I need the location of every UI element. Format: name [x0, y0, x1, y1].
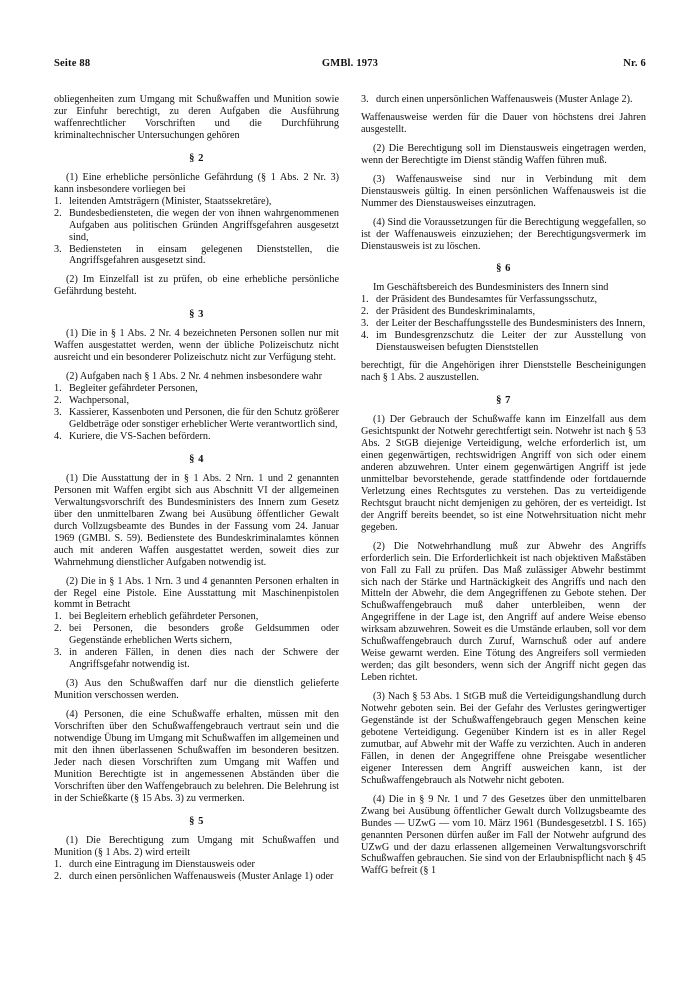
section-4-para-3: (3) Aus den Schußwaffen darf nur die dienstlich gelieferte Munition verschossen werden.: [54, 678, 339, 702]
running-head: [54, 58, 646, 72]
right-column: [361, 94, 646, 883]
section-6-intro: Im Geschäftsbereich des Bundesministers des Innern sind: [373, 282, 609, 294]
list-item: [361, 294, 646, 306]
running-head-left: Seite 88: [54, 58, 91, 69]
list-item-number: 3.: [54, 647, 62, 659]
list-item: [54, 871, 339, 883]
section-6-closing: berechtigt, für die Angehörigen ihrer Dienststelle Bescheinigungen nach § 1 Abs. 2 auszustellen.: [361, 360, 646, 384]
section-5-para-3: (3) Waffenausweise sind nur in Verbindung mit dem Dienstausweis gültig. In einen persönlichen Waffenausweis ist die Nummer des Dienstausweises einzutragen.: [361, 173, 646, 209]
section-5-list: [54, 859, 339, 883]
list-item-text: durch einen unpersönlichen Waffenausweis (Muster Anlage 2).: [376, 94, 633, 105]
list-item: [361, 306, 646, 318]
list-item-number: 3.: [54, 407, 62, 419]
section-3-list: [54, 383, 339, 443]
list-item-number: 2.: [361, 306, 369, 318]
section-2-para-1: (1) Eine erhebliche persönliche Gefährdung (§ 1 Abs. 2 Nr. 3) kann insbesondere vorliegen bei: [54, 171, 339, 195]
section-heading-7: § 7: [496, 395, 511, 407]
section-7-para-1: (1) Der Gebrauch der Schußwaffe kann im Einzelfall aus dem Gesichtspunkt der Notwehr gerechtfertigt sein. Notwehr ist nach § 53 Abs. 2 StGB diejenige Verteidigung, welche erforderlich ist, um einen gegenwärtigen, rechtswidrigen Angriff von sich oder einem anderen abzuwehren. Unter einem gegenwärtigen Angriff ist jede unmittelbar bevorstehende, gerade stattfindende oder fortdauernde Verletzung eines Rechtsgutes zu verstehen. Das zu verteidigende Rechtsgut braucht nicht demjenigen zu gehören, der es verteidigt. Ist der Angriff bereits beendet, so ist eine Notwehrsituation nicht mehr gegeben.: [361, 414, 646, 533]
section-heading-4: § 4: [189, 453, 204, 465]
list-item-text: der Präsident des Bundeskriminalamts,: [376, 306, 536, 318]
list-item-text: durch eine Eintragung im Dienstausweis oder: [69, 858, 255, 870]
left-column: [54, 94, 339, 883]
section-5-para-1: (1) Die Berechtigung zum Umgang mit Schußwaffen und Munition (§ 1 Abs. 2) wird erteilt: [54, 834, 339, 858]
list-item-text: im Bundesgrenzschutz die Leiter der zur Ausstellung von Dienstausweisen befugten Dienststellen: [376, 330, 646, 354]
running-head-center: GMBl. 1973: [321, 58, 379, 69]
section-5-para-2: (2) Die Berechtigung soll im Dienstausweis eingetragen werden, wenn der Berechtigte im Dienst ständig Waffen führen muß.: [361, 142, 646, 166]
list-item-number: 4.: [361, 330, 369, 342]
list-item-text: durch einen persönlichen Waffenausweis (Muster Anlage 1) oder: [69, 870, 334, 882]
list-item: [54, 208, 339, 244]
list-item-number: 2.: [54, 870, 62, 882]
list-item-text: der Präsident des Bundesamtes für Verfassungsschutz,: [376, 294, 598, 306]
list-item-number: 2.: [54, 623, 62, 635]
list-item-number: 3.: [361, 318, 369, 330]
section-4-para-4: (4) Personen, die eine Schußwaffe erhalten, müssen mit den Vorschriften über den Schußwaffengebrauch vertraut sein und die notwendige Übung im Umgang mit Schußwaffen im allgemeinen und mit den ihnen überlassenen Schußwaffen im besonderen besitzen. Jeder nach diesen Vorschriften zum Umgang mit Waffen und Munition Berechtigte ist in angemessenen Abständen über die Vorschriften über den Waffengebrauch zu belehren. Die Belehrung ist in der Schießkarte (§ 15 Abs. 3) zu vermerken.: [54, 709, 339, 804]
list-item-text: Kassierer, Kassenboten und Personen, die für den Schutz größerer Geldbeträge oder sonstiger erheblicher Werte verantwortlich sind,: [69, 407, 339, 431]
list-item-number: 1.: [54, 383, 62, 395]
section-5-continued-list: [361, 94, 646, 106]
list-item-number: 1.: [361, 294, 369, 306]
list-item: [54, 407, 339, 431]
running-head-right: Nr. 6: [623, 58, 646, 69]
section-heading-6: § 6: [496, 263, 511, 275]
section-4-list: [54, 611, 339, 671]
section-3-para-1: (1) Die in § 1 Abs. 2 Nr. 4 bezeichneten Personen sollen nur mit Waffen ausgestattet werden, wenn der übliche Polizeischutz nicht ausreicht und ein besonderer Polizeischutz nicht zur Verfügung steht.: [54, 328, 339, 364]
list-item-text: Bundesbediensteten, die wegen der von ihnen wahrgenommenen Aufgaben aus politischen Gründen Angriffsgefahren ausgesetzt sind,: [69, 207, 339, 243]
list-item: [54, 859, 339, 871]
list-item-number: 2.: [54, 395, 62, 407]
list-item-number: 3.: [54, 243, 62, 255]
list-item: [54, 611, 339, 623]
section-5-para-4: (4) Sind die Voraussetzungen für die Berechtigung weggefallen, so ist der Waffenausweis einzuziehen; der Berechtigungsvermerk im Dienstausweis ist zu löschen.: [361, 216, 646, 252]
list-item-number: 1.: [54, 858, 62, 870]
list-item-text: der Leiter der Beschaffungsstelle des Bundesministers des Innern,: [376, 318, 646, 330]
list-item-text: in anderen Fällen, in denen dies nach der Schwere der Angriffsgefahr notwendig ist.: [69, 647, 339, 671]
list-item: [54, 647, 339, 671]
list-item-text: leitenden Amtsträgern (Minister, Staatssekretäre),: [69, 195, 272, 207]
section-7-para-4: (4) Die in § 9 Nr. 1 und 7 des Gesetzes über den unmittelbaren Zwang bei Ausübung öffentlicher Gewalt durch Vollzugsbeamte des Bundes — UZwG — vom 10. März 1961 (Bundesgesetzbl. I S. 165) genannten Personen dürfen außer im Fall der Notwehr aufgrund des UZwG und der dazu erlassenen allgemeinen Verwaltungsvorschrift Schußwaffen gebrauchen. Sie sind von der Erlaubnispflicht nach § 45 WaffG befreit (§ 1: [361, 793, 646, 877]
section-heading-3: § 3: [189, 309, 204, 321]
section-6-list: [361, 294, 646, 354]
two-column-body: [54, 94, 646, 883]
section-5-after-list: Waffenausweise werden für die Dauer von höchstens drei Jahren ausgestellt.: [361, 111, 646, 135]
list-item-text: Bediensteten in einsam gelegenen Dienststellen, die Angriffsgefahren ausgesetzt sind.: [69, 243, 339, 267]
list-item-text: bei Begleitern erheblich gefährdeter Personen,: [69, 611, 259, 623]
list-item: [54, 395, 339, 407]
list-item-text: Wachpersonal,: [69, 395, 129, 407]
section-heading-2: § 2: [189, 152, 204, 164]
section-3-para-2: (2) Aufgaben nach § 1 Abs. 2 Nr. 4 nehmen insbesondere wahr: [66, 371, 323, 383]
section-4-para-1: (1) Die Ausstattung der in § 1 Abs. 2 Nrn. 1 und 2 genannten Personen mit Waffen ergibt sich aus Abschnitt VI der allgemeinen Verwaltungsvorschrift des Bundesministers des Innern zum Gesetz über den unmittelbaren Zwang bei Ausübung öffentlicher Gewalt durch Vollzugsbeamte des Bundes in der Fassung vom 24. Januar 1969 (GMBl. S. 59). Bedienstete des Bundeskriminalamtes können auch mit anderen Waffen ausgestattet werden, soweit dies zur Wahrnehmung dienstlicher Aufgaben notwendig ist.: [54, 472, 339, 568]
section-2-para-2: (2) Im Einzelfall ist zu prüfen, ob eine erhebliche persönliche Gefährdung besteht.: [54, 274, 339, 298]
list-item-number: 1.: [54, 195, 62, 207]
list-item: [54, 623, 339, 647]
list-item: [54, 244, 339, 268]
list-item-text: Kuriere, die VS-Sachen befördern.: [69, 430, 211, 442]
section-heading-5: § 5: [189, 815, 204, 827]
list-item-number: 1.: [54, 611, 62, 623]
list-item-number: 4.: [54, 430, 62, 442]
list-item-number: 3.: [361, 94, 369, 105]
list-item-number: 2.: [54, 207, 62, 219]
list-item-text: Begleiter gefährdeter Personen,: [69, 383, 198, 395]
list-item-text: bei Personen, die besonders große Geldsummen oder Gegenstände erheblichen Werts sichern,: [69, 623, 339, 647]
list-item: [54, 196, 339, 208]
section-4-para-2: (2) Die in § 1 Abs. 1 Nrn. 3 und 4 genannten Personen erhalten in der Regel eine Pistole. Eine Ausstattung mit Maschinenpistolen kommt in Betracht: [54, 575, 339, 611]
list-item: [361, 318, 646, 330]
section-7-para-2: (2) Die Notwehrhandlung muß zur Abwehr des Angriffs erforderlich sein. Die Erforderlichkeit ist nach objektiven Maßstäben von Fall zu Fall zu prüfen. Das Maß zulässiger Abwehr bestimmt sich nach der Stärke und Hartnäckigkeit des Angriffs und nach den Mitteln der Abwehr, die dem Angegriffenen zu Gebote stehen. Der Schußwaffengebrauch muß daher unterbleiben, wenn der Angegriffene in der Lage ist, den Angriff auf andere Weise ebenso wirksam abzuwehren. Soweit es die Umstände erlauben, soll vor dem Schußwaffengebrauch durch Zuruf, Warnschuß oder auf andere Weise gewarnt werden. Eine Tötung des Angreifers soll vermieden werden; das gilt besonders, wenn sich der Angriff nicht gegen das Leben richtet.: [361, 540, 646, 684]
list-item: [361, 330, 646, 354]
section-7-para-3: (3) Nach § 53 Abs. 1 StGB muß die Verteidigungshandlung durch Notwehr geboten sein. Bei der Gefahr des Verlustes geringwertiger Gegenstände ist der Schußwaffengebrauch gegen Menschen keine gebotene Verteidigung. Gegenüber Kindern ist es in aller Regel zumutbar, auf Abwehr mit der Waffe zu verzichten. Auch in anderen Fällen, in denen der Angegriffene ohne Preisgabe wesentlicher eigener Interessen dem Angriff ausweichen kann, ist der Schußwaffengebrauch als Notwehr nicht geboten.: [361, 691, 646, 786]
continued-paragraph: obliegenheiten zum Umgang mit Schußwaffen und Munition sowie zur Einfuhr berechtigt, zu deren Aufgaben die Ausführung waffenrechtlicher Vorschriften und die Durchführung kriminaltechnischer Untersuchungen gehören: [54, 94, 339, 141]
list-item: [54, 431, 339, 443]
section-2-list: [54, 196, 339, 268]
list-item: [54, 383, 339, 395]
list-item: [361, 94, 646, 106]
